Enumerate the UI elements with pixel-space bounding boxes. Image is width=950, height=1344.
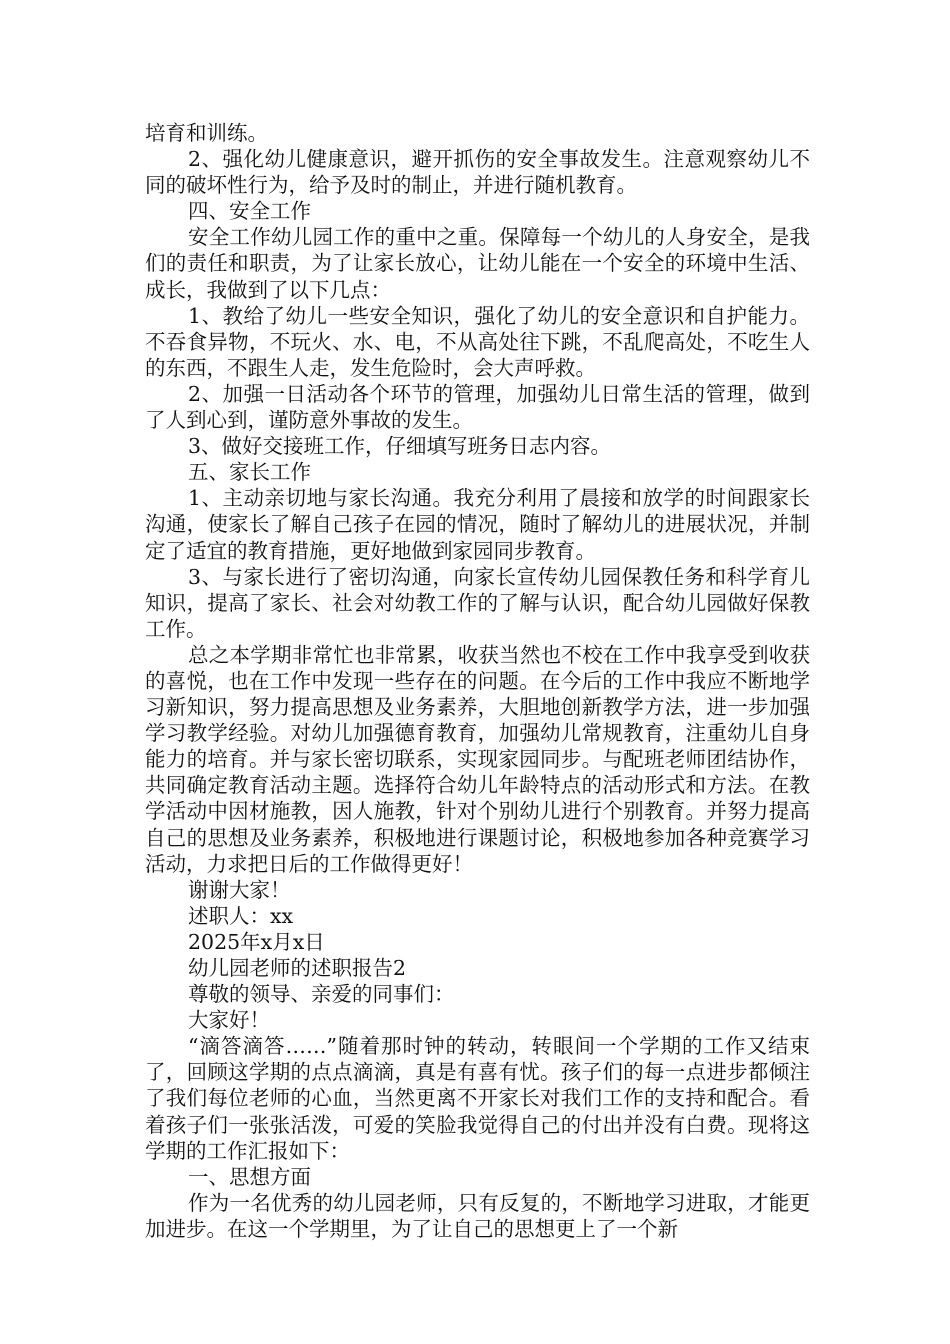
paragraph: 3、做好交接班工作，仔细填写班务日志内容。 bbox=[188, 434, 612, 459]
paragraph: 2、加强一日活动各个环节的管理，加强幼儿日常生活的管理，做到了人到心到，谨防意外事故的发生。 bbox=[145, 381, 810, 433]
section-heading: 一、思想方面 bbox=[188, 1164, 311, 1189]
paragraph: 作为一名优秀的幼儿园老师，只有反复的，不断地学习进取，才能更加进步。在这一个学期里，为了让自己的思想更上了一个新 bbox=[145, 1190, 810, 1241]
report-title: 幼儿园老师的述职报告2 bbox=[188, 956, 407, 980]
greeting: 大家好！ bbox=[188, 1008, 270, 1033]
paragraph: 2、强化幼儿健康意识，避开抓伤的安全事故发生。注意观察幼儿不同的破坏性行为，给予及时的制止，并进行随机教育。 bbox=[145, 147, 810, 198]
paragraph: 安全工作幼儿园工作的重中之重。保障每一个幼儿的人身安全，是我们的责任和职责，为了让家长放心，让幼儿能在一个安全的环境中生活、成长，我做到了以下几点： bbox=[145, 225, 810, 302]
date-line: 2025年x月x日 bbox=[188, 929, 325, 954]
closing-line: 谢谢大家！ bbox=[188, 877, 291, 902]
paragraph: 1、教给了幼儿一些安全知识，强化了幼儿的安全意识和自护能力。不吞食异物，不玩火、水、电，不从高处往下跳，不乱爬高处，不吃生人的东西，不跟生人走，发生危险时，会大声呼救。 bbox=[145, 303, 810, 380]
salutation: 尊敬的领导、亲爱的同事们： bbox=[188, 982, 455, 1007]
signature-line: 述职人：xx bbox=[188, 903, 294, 928]
paragraph: 1、主动亲切地与家长沟通。我充分利用了晨接和放学的时间跟家长沟通，使家长了解自己孩子在园的情况，随时了解幼儿的进展状况，并制定了适宜的教育措施，更好地做到家园同步教育。 bbox=[145, 486, 810, 563]
paragraph: 培育和训练。 bbox=[145, 121, 268, 145]
paragraph: “滴答滴答……”随着那时钟的转动，转眼间一个学期的工作又结束了，回顾这学期的点点滴滴，真是有喜有忧。孩子们的每一点进步都倾注了我们每位老师的心血，当然更离不开家长对我们工作的支持和配合。看着孩子们一张张活泼，可爱的笑脸我觉得自己的付出并没有白费。现将这学期的工作汇报如下： bbox=[145, 1034, 810, 1163]
document-body bbox=[145, 120, 810, 1242]
section-heading: 四、安全工作 bbox=[188, 199, 311, 224]
section-heading: 五、家长工作 bbox=[188, 460, 311, 485]
paragraph: 总之本学期非常忙也非常累，收获当然也不校在工作中我享受到收获的喜悦，也在工作中发现一些存在的问题。在今后的工作中我应不断地学习新知识，努力提高思想及业务素养，大胆地创新教学方法，进一步加强学习教学经验。对幼儿加强德育教育，加强幼儿常规教育，注重幼儿自身能力的培育。并与家长密切联系，实现家园同步。与配班老师团结协作，共同确定教育活动主题。选择符合幼儿年龄特点的活动形式和方法。在教学活动中因材施教，因人施教，针对个别幼儿进行个别教育。并努力提高自己的思想及业务素养，积极地进行课题讨论，积极地参加各种竞赛学习活动，力求把日后的工作做得更好！ bbox=[145, 642, 810, 876]
paragraph: 3、与家长进行了密切沟通，向家长宣传幼儿园保教任务和科学育儿知识，提高了家长、社会对幼教工作的了解与认识，配合幼儿园做好保教工作。 bbox=[145, 564, 810, 641]
